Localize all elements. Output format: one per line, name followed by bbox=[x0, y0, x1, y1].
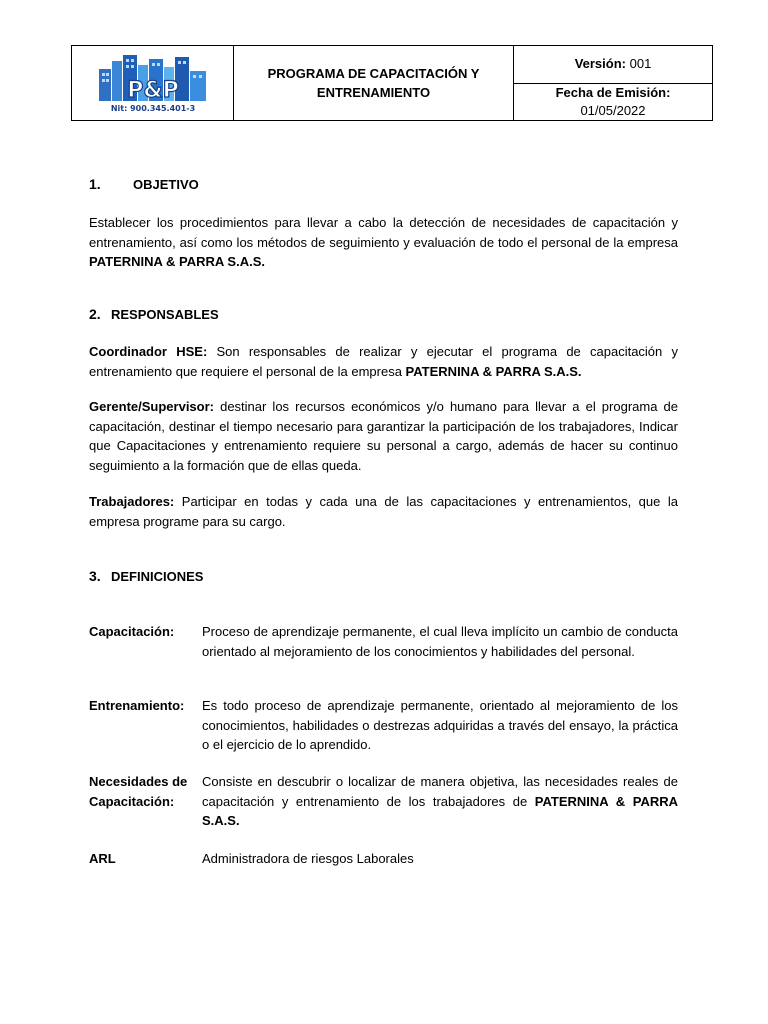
definition-text bbox=[202, 849, 678, 869]
section-number: 3. bbox=[89, 568, 101, 584]
coordinador-paragraph bbox=[89, 342, 678, 381]
document-title-line1: PROGRAMA DE CAPACITACIÓN Y bbox=[267, 66, 480, 81]
definition-term: ARL bbox=[89, 851, 116, 866]
logo-nit: Nit: 900.345.401-3 bbox=[110, 104, 195, 113]
definition-text bbox=[202, 696, 678, 755]
gerente-text: destinar los recursos económicos y/o humano para llevar a el programa de capacitación, destinar el tiempo necesario para garantizar la participación de los trabajadores, Indicar que Capacitaciones y entrenamiento requiere su personal a cargo, además de hacer su continuo seguimiento a la formación que de ellas queda. bbox=[89, 399, 678, 473]
section-number: 2. bbox=[89, 306, 101, 322]
issue-date-label: Fecha de Emisión: bbox=[555, 84, 671, 100]
company-name: PATERNINA & PARRA S.A.S. bbox=[89, 254, 265, 269]
objetivo-paragraph bbox=[89, 213, 678, 272]
section-heading-responsables bbox=[89, 306, 219, 322]
document-header-table bbox=[71, 45, 713, 121]
gerente-label: Gerente/Supervisor: bbox=[89, 399, 214, 414]
document-meta bbox=[514, 46, 712, 120]
trabajadores-text: Participar en todas y cada una de las capacitaciones y entrenamientos, que la empresa programe para su cargo. bbox=[89, 494, 678, 529]
definition-body: Administradora de riesgos Laborales bbox=[202, 851, 414, 866]
section-title: DEFINICIONES bbox=[111, 569, 204, 584]
definition-body: Es todo proceso de aprendizaje permanente, orientado al mejoramiento de los conocimientos, habilidades o destrezas adquiridas a través del ensayo, la práctica o el ejercicio de lo aprendido. bbox=[202, 698, 678, 752]
definition-body: Consiste en descubrir o localizar de manera objetiva, las necesidades reales de capacitación y entrenamiento de los trabajadores de bbox=[202, 774, 678, 809]
version-label: Versión: bbox=[574, 56, 626, 72]
version-cell bbox=[514, 46, 712, 83]
definition-term: Entrenamiento: bbox=[89, 698, 185, 713]
section-heading-definiciones bbox=[89, 568, 203, 584]
trabajadores-paragraph bbox=[89, 492, 678, 531]
company-logo bbox=[93, 51, 213, 115]
issue-date-value: 01/05/2022 bbox=[580, 102, 646, 118]
definition-text bbox=[202, 622, 678, 661]
definition-term: Necesidades de Capacitación: bbox=[89, 774, 188, 809]
logo-letters: P&P bbox=[126, 78, 179, 103]
section-title: OBJETIVO bbox=[133, 177, 199, 192]
section-heading-objetivo bbox=[89, 176, 199, 192]
version-value: 001 bbox=[629, 56, 652, 72]
trabajadores-label: Trabajadores: bbox=[89, 494, 175, 509]
objetivo-text: Establecer los procedimientos para llevar a cabo la detección de necesidades de capacitación y entrenamiento, así como los métodos de seguimiento y evaluación de todo el personal de la empresa bbox=[89, 215, 678, 250]
document-title bbox=[234, 46, 514, 120]
issue-date-cell bbox=[514, 83, 712, 121]
coordinador-text: Son responsables de realizar y ejecutar el programa de capacitación y entrenamiento que requiere el personal de la empresa bbox=[89, 344, 678, 379]
definition-term: Capacitación: bbox=[89, 624, 175, 639]
definition-body: Proceso de aprendizaje permanente, el cual lleva implícito un cambio de conducta orientado al mejoramiento de los conocimientos y habilidades del personal. bbox=[202, 624, 678, 659]
gerente-paragraph bbox=[89, 397, 678, 475]
company-logo-cell bbox=[72, 46, 234, 120]
coordinador-label: Coordinador HSE: bbox=[89, 344, 208, 359]
document-title-line2: ENTRENAMIENTO bbox=[316, 85, 431, 100]
section-number: 1. bbox=[89, 176, 101, 192]
company-name: PATERNINA & PARRA S.A.S. bbox=[202, 793, 679, 828]
company-name: PATERNINA & PARRA S.A.S. bbox=[405, 363, 582, 379]
definition-text bbox=[202, 772, 678, 831]
section-title: RESPONSABLES bbox=[111, 307, 219, 322]
